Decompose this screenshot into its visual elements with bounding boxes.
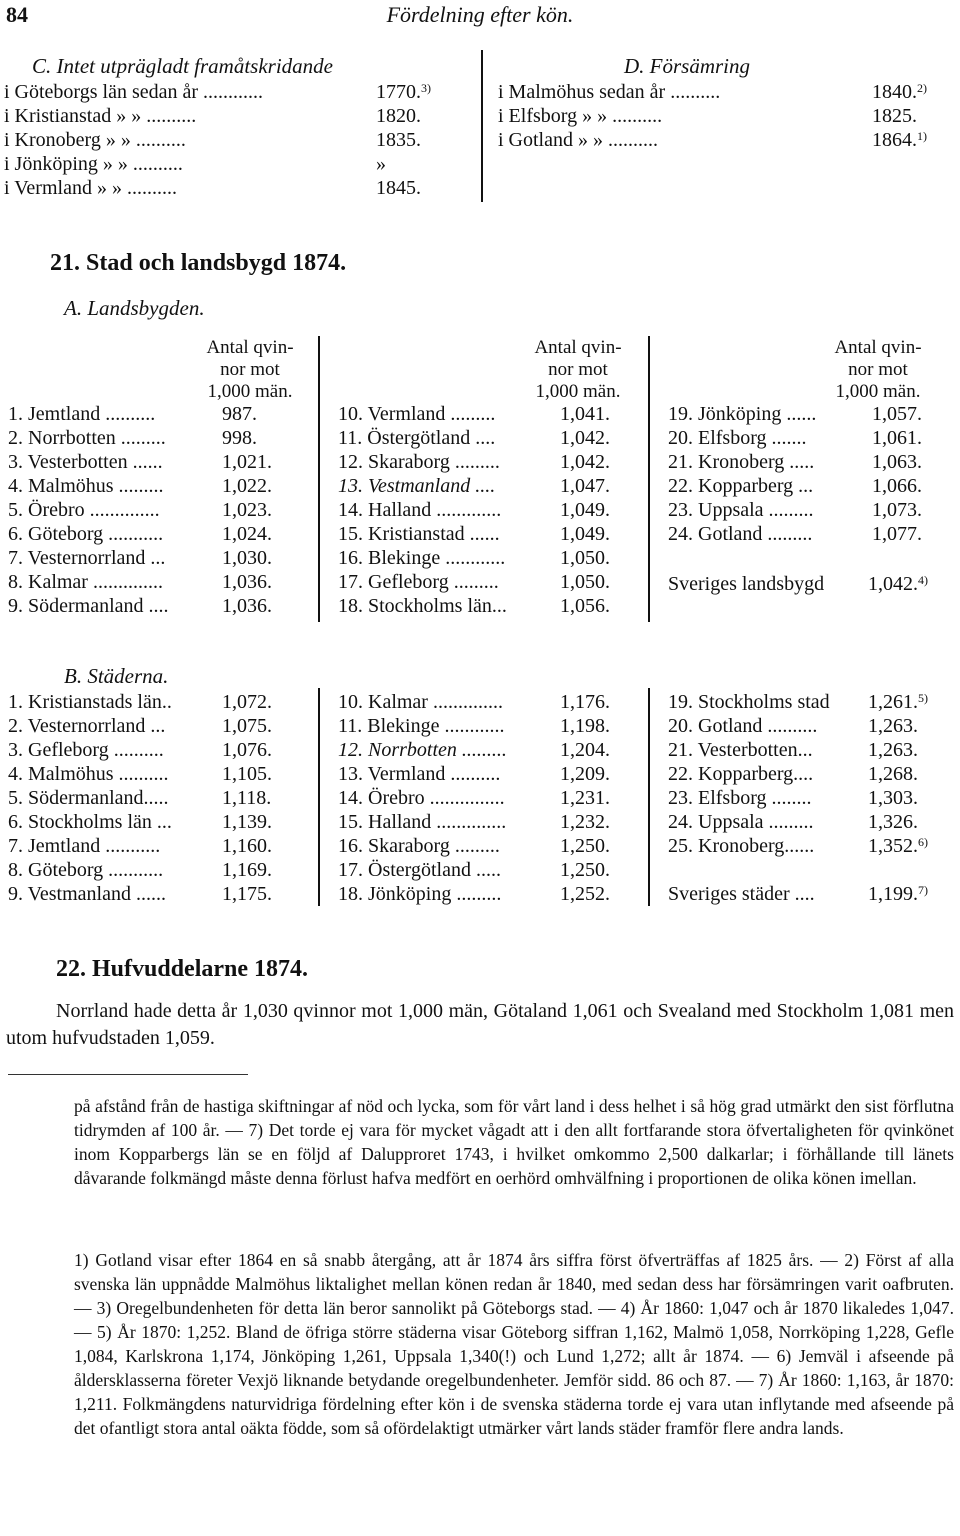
landsbygd-col2-value: 1,050. [560, 547, 610, 569]
section-d-label: i Elfsborg » » .......... [498, 105, 663, 127]
landsbygd-col1-value: 987. [222, 403, 257, 425]
col-header-line: 1,000 män. [835, 381, 921, 402]
staderna-col2-label: 13. Vermland .......... [338, 763, 501, 785]
landsbygden-heading: A. Landsbygden. [64, 296, 205, 320]
staderna-col1-row [8, 882, 314, 912]
col-header-line: 1,000 män. [535, 381, 621, 402]
col-header-line: nor mot [848, 359, 908, 380]
landsbygd-col2-row [338, 594, 644, 624]
staderna-col3-label: 22. Kopparberg.... [668, 763, 814, 785]
staderna-col3-value: 1,326. [868, 811, 918, 833]
staderna-col2-value: 1,209. [560, 763, 610, 785]
landsbygd-col2-value: 1,042. [560, 427, 610, 449]
running-title: Fördelning efter kön. [386, 2, 574, 27]
column-divider [648, 688, 650, 906]
landsbygd-col1-label: 5. Örebro .............. [8, 499, 160, 521]
staderna-col3-row [668, 834, 958, 864]
col-header-line: Antal qvin- [534, 337, 622, 358]
landsbygd-col1-row [8, 594, 314, 624]
staderna-col1-value: 1,105. [222, 763, 272, 785]
landsbygd-col1-value: 1,036. [222, 595, 272, 617]
landsbygd-col1-value: 998. [222, 427, 257, 449]
landsbygd-col2-value: 1,049. [560, 523, 610, 545]
col-header-line: 1,000 män. [207, 381, 293, 402]
staderna-col1-label: 8. Göteborg ........... [8, 859, 164, 881]
staderna-col2-value: 1,204. [560, 739, 610, 761]
landsbygd-total [668, 572, 958, 596]
staderna-col2-value: 1,198. [560, 715, 610, 737]
staderna-col2-value: 1,231. [560, 787, 610, 809]
section-d-value: 1825. [872, 105, 917, 127]
staderna-col3-value: 1,261.$^{5)}$ [868, 691, 928, 713]
staderna-col3-label: 25. Kronoberg...... [668, 835, 815, 857]
section-c-value: 1845. [376, 177, 421, 199]
section-d-label: i Gotland » » .......... [498, 129, 658, 151]
staderna-col3-value: 1,268. [868, 763, 918, 785]
section-d-heading: D. Försämring [624, 54, 751, 78]
section-d-value: 1864.$^{1)}$ [872, 129, 927, 151]
staderna-col2-label: 12. Norrbotten ......... [338, 739, 507, 761]
landsbygd-col3-label: 19. Jönköping ...... [668, 403, 817, 425]
staderna-col1-label: 5. Södermanland..... [8, 787, 169, 809]
staderna-col1-label: 2. Vesternorrland ... [8, 715, 166, 737]
landsbygd-col3-value: 1,061. [872, 427, 922, 449]
staderna-col3-label: 19. Stockholms stad [668, 691, 830, 713]
landsbygd-col1-value: 1,022. [222, 475, 272, 497]
column-divider [318, 688, 320, 906]
landsbygd-col1-value: 1,024. [222, 523, 272, 545]
staderna-col1-value: 1,160. [222, 835, 272, 857]
staderna-col3-value: 1,263. [868, 715, 918, 737]
staderna-col2-value: 1,250. [560, 835, 610, 857]
col-header-line: nor mot [220, 359, 280, 380]
staderna-col2-label: 14. Örebro ............... [338, 787, 505, 809]
staderna-col2-label: 11. Blekinge ............ [338, 715, 505, 737]
staderna-col3-label: 23. Elfsborg ........ [668, 787, 812, 809]
staderna-col1-label: 6. Stockholms län ... [8, 811, 172, 833]
section-d-label: i Malmöhus sedan år .......... [498, 81, 721, 103]
page-number: 84 [6, 2, 28, 27]
section-c-row [4, 176, 476, 206]
footnote-continuation: på afstånd från de hastiga skiftningar af nöd och lycka, som för vårt land i dess helhet i så hög grad utmärkt den sist förflutna tidrymden af 100 år. — 7) Det torde ej vara för mycket vågadt att i den allt fortfarande stora öfvertaligheten för qvinkönet inom Kopparbergs län se en följd af Dalupproret 1743, i hvilket omkommo 2,500 dalkarlar; i förhållande till länets dåvarande folkmängd måste denna förlust hafva medfört en oerhörd omhvälfning i proportionen de olika könen imellan. [74, 1096, 954, 1188]
staderna-col1-value: 1,075. [222, 715, 272, 737]
section-d-value: 1840.$^{2)}$ [872, 81, 927, 103]
total-label: Sveriges landsbygd [668, 573, 825, 595]
landsbygd-col3-label: 20. Elfsborg ....... [668, 427, 807, 449]
staderna-col3-label: 24. Uppsala ......... [668, 811, 814, 833]
total-label: Sveriges städer .... [668, 883, 815, 905]
landsbygd-col2-label: 12. Skaraborg ......... [338, 451, 500, 473]
staderna-col2-value: 1,232. [560, 811, 610, 833]
section-c-heading: C. Intet utprägladt framåtskridande [32, 54, 333, 78]
staderna-col3-label: 21. Vesterbotten... [668, 739, 813, 761]
section-divider [481, 50, 483, 202]
landsbygd-col1-label: 8. Kalmar .............. [8, 571, 163, 593]
landsbygd-col2-value: 1,047. [560, 475, 610, 497]
col-header-line: Antal qvin- [834, 337, 922, 358]
landsbygd-col1-value: 1,023. [222, 499, 272, 521]
staderna-col2-value: 1,176. [560, 691, 610, 713]
staderna-col3-label: 20. Gotland .......... [668, 715, 818, 737]
landsbygd-col1-label: 7. Vesternorrland ... [8, 547, 166, 569]
landsbygd-col3-label: 21. Kronoberg ..... [668, 451, 815, 473]
staderna-col2-label: 10. Kalmar .............. [338, 691, 503, 713]
landsbygd-col3-row [668, 522, 958, 552]
section-c-label: i Jönköping » » .......... [4, 153, 183, 175]
col-header-line: nor mot [548, 359, 608, 380]
column-divider [318, 336, 320, 622]
section-22-text: Norrland hade detta år 1,030 qvinnor mot 1,000 män, Götaland 1,061 och Svealand med Stockholm 1,081 men utom hufvudstaden 1,059. [6, 1000, 954, 1049]
staderna-heading: B. Städerna. [64, 664, 169, 688]
landsbygd-col3-label: 23. Uppsala ......... [668, 499, 814, 521]
landsbygd-col1-label: 4. Malmöhus ......... [8, 475, 164, 497]
footnote-rule [8, 1074, 248, 1075]
landsbygd-col2-value: 1,050. [560, 571, 610, 593]
staderna-col1-value: 1,175. [222, 883, 272, 905]
section-c-value: » [376, 153, 386, 175]
landsbygd-col2-value: 1,049. [560, 499, 610, 521]
staderna-col1-label: 7. Jemtland ........... [8, 835, 161, 857]
staderna-col1-label: 4. Malmöhus .......... [8, 763, 169, 785]
landsbygd-col1-label: 6. Göteborg ........... [8, 523, 164, 545]
landsbygd-col3-label: 24. Gotland ......... [668, 523, 813, 545]
section-c-value: 1770.$^{3)}$ [376, 81, 431, 103]
landsbygd-col1-value: 1,030. [222, 547, 272, 569]
staderna-col1-value: 1,072. [222, 691, 272, 713]
landsbygd-col2-label: 14. Halland ............. [338, 499, 502, 521]
staderna-col2-label: 15. Halland .............. [338, 811, 507, 833]
section-c-label: i Kristianstad » » .......... [4, 105, 197, 127]
section-c-value: 1835. [376, 129, 421, 151]
total-value: 1,199.$^{7)}$ [868, 883, 928, 905]
staderna-col1-label: 1. Kristianstads län.. [8, 691, 172, 713]
section-c-value: 1820. [376, 105, 421, 127]
landsbygd-col3-value: 1,073. [872, 499, 922, 521]
staderna-col2-label: 17. Östergötland ..... [338, 859, 501, 881]
staderna-col1-label: 3. Gefleborg .......... [8, 739, 164, 761]
section-c-label: i Vermland » » .......... [4, 177, 177, 199]
staderna-col1-value: 1,118. [222, 787, 272, 809]
staderna-col2-label: 16. Skaraborg ......... [338, 835, 500, 857]
staderna-col2-label: 18. Jönköping ......... [338, 883, 502, 905]
landsbygd-col2-label: 17. Gefleborg ......... [338, 571, 499, 593]
landsbygd-col2-label: 18. Stockholms län... [338, 595, 507, 617]
landsbygd-col3-value: 1,066. [872, 475, 922, 497]
landsbygd-col3-label: 22. Kopparberg ... [668, 475, 814, 497]
staderna-col1-value: 1,139. [222, 811, 272, 833]
staderna-col3-value: 1,352.$^{6)}$ [868, 835, 928, 857]
landsbygd-col2-label: 13. Vestmanland .... [338, 475, 496, 497]
landsbygd-col1-value: 1,021. [222, 451, 272, 473]
landsbygd-col2-value: 1,042. [560, 451, 610, 473]
landsbygd-col2-value: 1,056. [560, 595, 610, 617]
landsbygd-col1-label: 9. Södermanland .... [8, 595, 169, 617]
landsbygd-col2-label: 16. Blekinge ............ [338, 547, 506, 569]
landsbygd-col2-label: 15. Kristianstad ...... [338, 523, 500, 545]
column-divider [648, 336, 650, 622]
landsbygd-col2-value: 1,041. [560, 403, 610, 425]
staderna-col2-value: 1,252. [560, 883, 610, 905]
staderna-col2-value: 1,250. [560, 859, 610, 881]
section-22-heading: 22. Hufvuddelarne 1874. [56, 956, 309, 982]
col-header-line: Antal qvin- [206, 337, 294, 358]
landsbygd-col1-label: 2. Norrbotten ......... [8, 427, 166, 449]
staderna-col2-row [338, 882, 644, 912]
staderna-col3-value: 1,303. [868, 787, 918, 809]
staderna-col1-value: 1,076. [222, 739, 272, 761]
footnotes-main: 1) Gotland visar efter 1864 en så snabb återgång, att år 1874 års siffra först öfverträffas af 1825 års. — 2) Först af alla svenska län uppnådde Malmöhus liktalighet mellan könen redan år 1840, med sedan dess har försämringen varit oafbruten. — 3) Oregelbundenheten för detta län beror sannolikt på Göteborgs stad. — 4) År 1860: 1,047 och år 1870 likaledes 1,047. — 5) År 1870: 1,252. Bland de öfriga större städerna visar Göteborg siffran 1,162, Malmö 1,058, Norrköping 1,228, Gefle 1,084, Karlskrona 1,174, Jönköping 1,261, Uppsala 1,340(!) och Lund 1,272; allt år 1874. — 6) Jemväl i afseende på åldersklasserna företer Vexjö liknande betydande oregelbundenheter. Jemför sidd. 86 och 87. — 7) År 1860: 1,163, år 1870: 1,211. Folkmängdens naturvidriga fördelning efter kön i de svenska städerna torde ej vara utan inflytande med afseende på det ofantligt stora antal oäkta födde, som så ofördelaktigt utmärker vårt lands städer framför flere andra lands. [74, 1250, 954, 1438]
landsbygd-col2-label: 11. Östergötland .... [338, 427, 496, 449]
section-c-label: i Kronoberg » » .......... [4, 129, 186, 151]
landsbygd-col3-value: 1,077. [872, 523, 922, 545]
total-value: 1,042.$^{4)}$ [868, 573, 928, 595]
staderna-col3-value: 1,263. [868, 739, 918, 761]
landsbygd-col1-label: 1. Jemtland .......... [8, 403, 156, 425]
section-d-row [498, 128, 958, 158]
staderna-col1-label: 9. Vestmanland ...... [8, 883, 166, 905]
staderna-col1-value: 1,169. [222, 859, 272, 881]
landsbygd-col2-label: 10. Vermland ......... [338, 403, 496, 425]
landsbygd-col1-value: 1,036. [222, 571, 272, 593]
section-c-label: i Göteborgs län sedan år ............ [4, 81, 264, 103]
landsbygd-col3-value: 1,063. [872, 451, 922, 473]
landsbygd-col1-label: 3. Vesterbotten ...... [8, 451, 163, 473]
staderna-total [668, 882, 958, 906]
landsbygd-col3-value: 1,057. [872, 403, 922, 425]
section-21-heading: 21. Stad och landsbygd 1874. [50, 250, 347, 276]
